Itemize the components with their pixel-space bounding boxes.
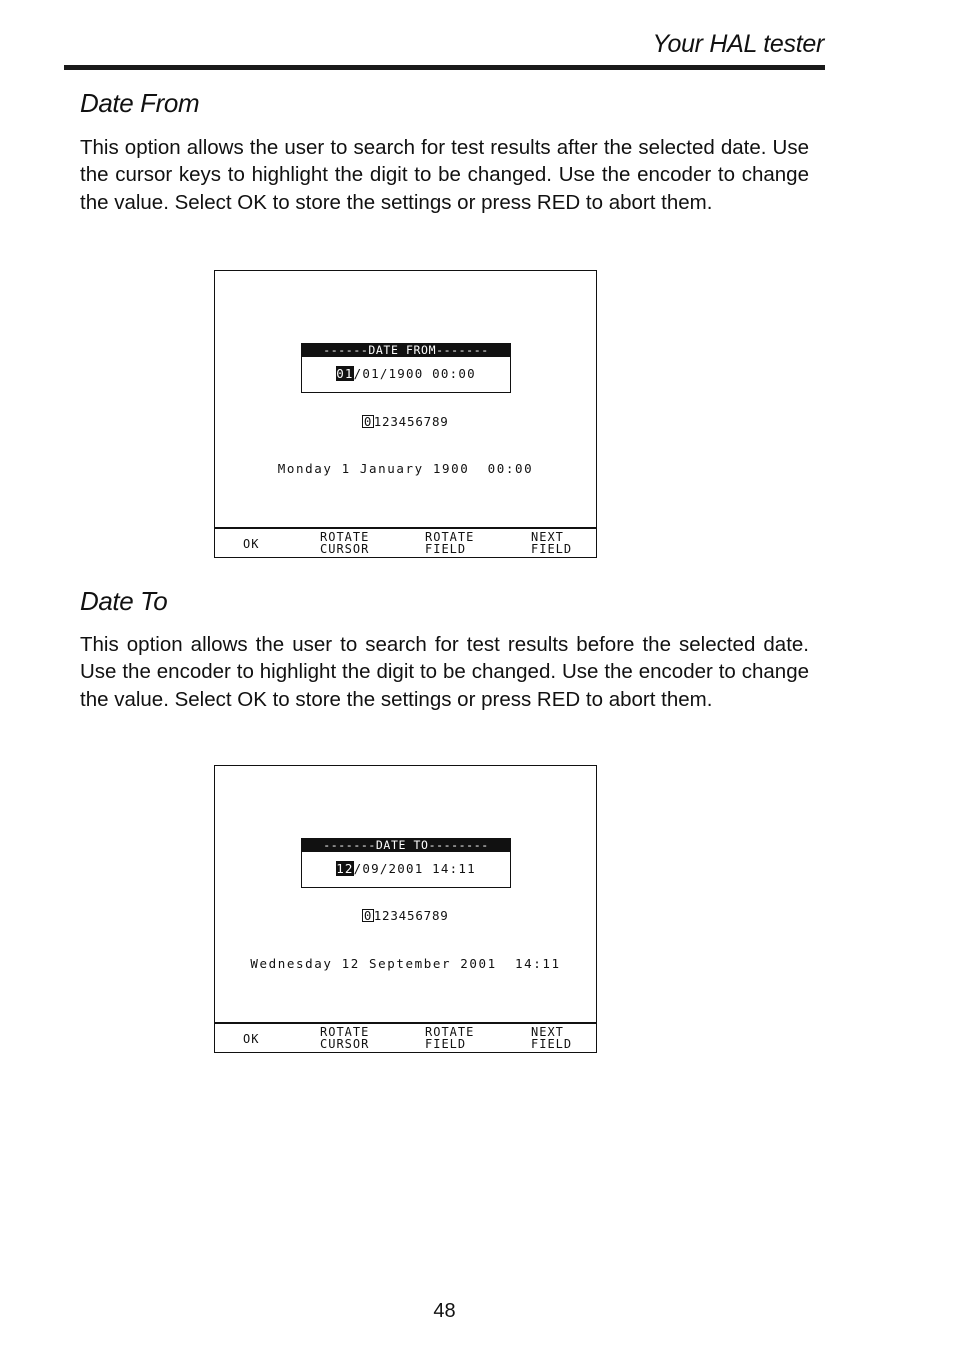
softkey-rotate-cursor[interactable] [320, 531, 369, 555]
softkey-rotate-field[interactable] [425, 1026, 474, 1050]
digit-options: 123456789 [373, 908, 449, 923]
highlighted-digit-field[interactable]: 12 [336, 861, 354, 876]
softkey-label-line2: FIELD [531, 542, 573, 556]
date-summary: Monday 1 January 1900 00:00 [277, 461, 534, 476]
date-value-field[interactable] [302, 861, 510, 876]
date-from-dialog [301, 343, 511, 393]
lcd-screen-date-from [214, 270, 597, 558]
softkey-bar [215, 1022, 596, 1052]
softkey-label-line2: FIELD [425, 1037, 467, 1051]
softkey-ok[interactable] [243, 538, 259, 550]
selected-digit[interactable]: 0 [363, 414, 373, 429]
digit-selector[interactable] [215, 908, 596, 923]
date-value-field[interactable] [302, 366, 510, 381]
digit-options: 123456789 [373, 414, 449, 429]
section-body-date-to: This option allows the user to search for test results before the selected date. Use the encoder to highlight the digit to be changed. Use the encoder to change the value. Select OK to store the settings or press RED to abort them. [80, 633, 809, 711]
date-summary: Wednesday 12 September 2001 14:11 [250, 956, 561, 971]
section-heading-date-to: Date To [80, 586, 168, 616]
softkey-next-field[interactable] [531, 531, 572, 555]
date-value-rest: /09/2001 14:11 [353, 861, 476, 876]
digit-selector[interactable] [215, 414, 596, 429]
softkey-label: OK [243, 537, 260, 551]
softkey-label-line1: ROTATE [425, 1025, 475, 1039]
softkey-label-line1: ROTATE [320, 530, 370, 544]
highlighted-digit-field[interactable]: 01 [336, 366, 354, 381]
softkey-label-line2: FIELD [531, 1037, 573, 1051]
softkey-label-line1: ROTATE [320, 1025, 370, 1039]
softkey-label-line1: NEXT [531, 1025, 564, 1039]
header-divider [64, 65, 825, 70]
softkey-bar [215, 527, 596, 557]
softkey-rotate-cursor[interactable] [320, 1026, 369, 1050]
softkey-rotate-field[interactable] [425, 531, 474, 555]
softkey-label-line1: ROTATE [425, 530, 475, 544]
page-header-title: Your HAL tester [652, 30, 824, 58]
softkey-label: OK [243, 1032, 260, 1046]
softkey-next-field[interactable] [531, 1026, 572, 1050]
softkey-label-line1: NEXT [531, 530, 564, 544]
section-body-date-from: This option allows the user to search for test results after the selected date. Use the cursor keys to highlight the digit to be changed. Use the encoder to change the value. Select OK to store the settings or press RED to abort them. [80, 136, 809, 214]
section-heading-date-from: Date From [80, 88, 200, 118]
dialog-title: -------DATE TO-------- [302, 839, 510, 852]
page-number: 48 [433, 1300, 456, 1322]
dialog-title: ------DATE FROM------- [302, 344, 510, 357]
softkey-label-line2: FIELD [425, 542, 467, 556]
date-value-rest: /01/1900 00:00 [353, 366, 476, 381]
selected-digit[interactable]: 0 [363, 908, 373, 923]
lcd-screen-date-to [214, 765, 597, 1053]
date-to-dialog [301, 838, 511, 888]
softkey-label-line2: CURSOR [320, 542, 370, 556]
softkey-label-line2: CURSOR [320, 1037, 370, 1051]
softkey-ok[interactable] [243, 1033, 259, 1045]
